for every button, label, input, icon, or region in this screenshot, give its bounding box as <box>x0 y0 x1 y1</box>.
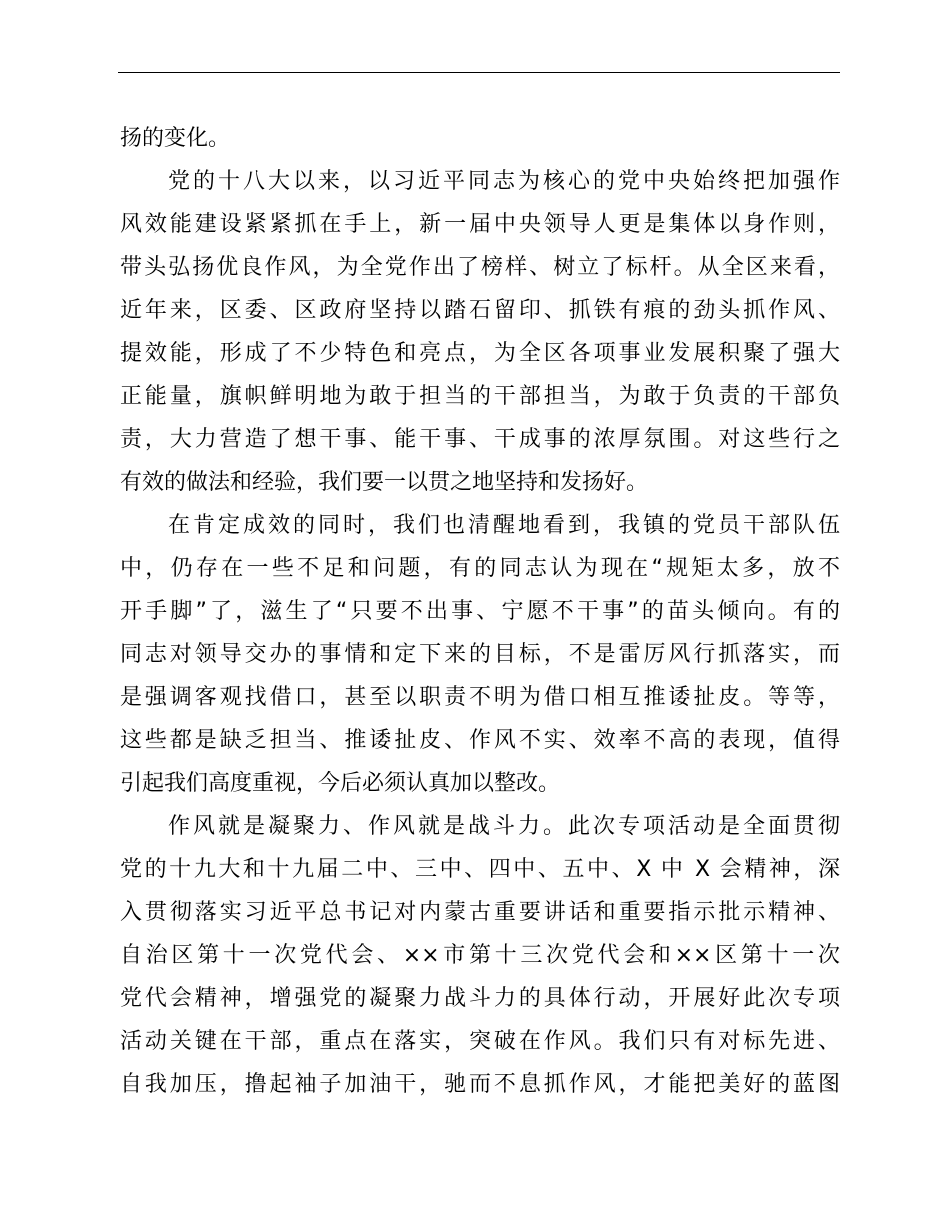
text-line: 党的十九大和十九届二中、三中、四中、五中、X 中 X 会精神，深 <box>120 857 840 882</box>
text-line: 扬的变化。 <box>120 126 231 151</box>
text-line: 这些都是缺乏担当、推诿扯皮、作风不实、效率不高的表现，值得 <box>120 728 840 753</box>
text-line: 风效能建设紧紧抓在手上，新一届中央领导人更是集体以身作则， <box>120 212 840 237</box>
text-line: 开手脚”了，滋生了“只要不出事、宁愿不干事”的苗头倾向。有的 <box>120 599 840 624</box>
text-line: 近年来，区委、区政府坚持以踏石留印、抓铁有痕的劲头抓作风、 <box>120 298 840 323</box>
header-rule <box>118 72 840 73</box>
text-line: 党的十八大以来，以习近平同志为核心的党中央始终把加强作 <box>168 169 840 194</box>
text-line: 在肯定成效的同时，我们也清醒地看到，我镇的党员干部队伍 <box>168 513 840 538</box>
text-line: 正能量，旗帜鲜明地为敢于担当的干部担当，为敢于负责的干部负 <box>120 384 840 409</box>
text-line: 有效的做法和经验，我们要一以贯之地坚持和发扬好。 <box>120 470 649 495</box>
text-line: 党代会精神，增强党的凝聚力战斗力的具体行动，开展好此次专项 <box>120 986 840 1011</box>
text-line: 带头弘扬优良作风，为全党作出了榜样、树立了标杆。从全区来看， <box>120 255 840 280</box>
text-line: 入贯彻落实习近平总书记对内蒙古重要讲话和重要指示批示精神、 <box>120 900 840 925</box>
text-line: 中，仍存在一些不足和问题，有的同志认为现在“规矩太多，放不 <box>120 556 840 581</box>
text-line: 自治区第十一次党代会、××市第十三次党代会和××区第十一次 <box>120 943 840 968</box>
text-line: 提效能，形成了不少特色和亮点，为全区各项事业发展积聚了强大 <box>120 341 840 366</box>
text-line: 作风就是凝聚力、作风就是战斗力。此次专项活动是全面贯彻 <box>168 814 840 839</box>
text-line: 责，大力营造了想干事、能干事、干成事的浓厚氛围。对这些行之 <box>120 427 840 452</box>
text-line: 同志对领导交办的事情和定下来的目标，不是雷厉风行抓落实，而 <box>120 642 840 667</box>
text-line: 引起我们高度重视，今后必须认真加以整改。 <box>120 771 561 796</box>
text-line: 是强调客观找借口，甚至以职责不明为借口相互推诿扯皮。等等， <box>120 685 840 710</box>
text-line: 活动关键在干部，重点在落实，突破在作风。我们只有对标先进、 <box>120 1029 840 1054</box>
text-line: 自我加压，撸起袖子加油干，驰而不息抓作风，才能把美好的蓝图 <box>120 1072 840 1097</box>
document-body <box>120 117 840 1106</box>
